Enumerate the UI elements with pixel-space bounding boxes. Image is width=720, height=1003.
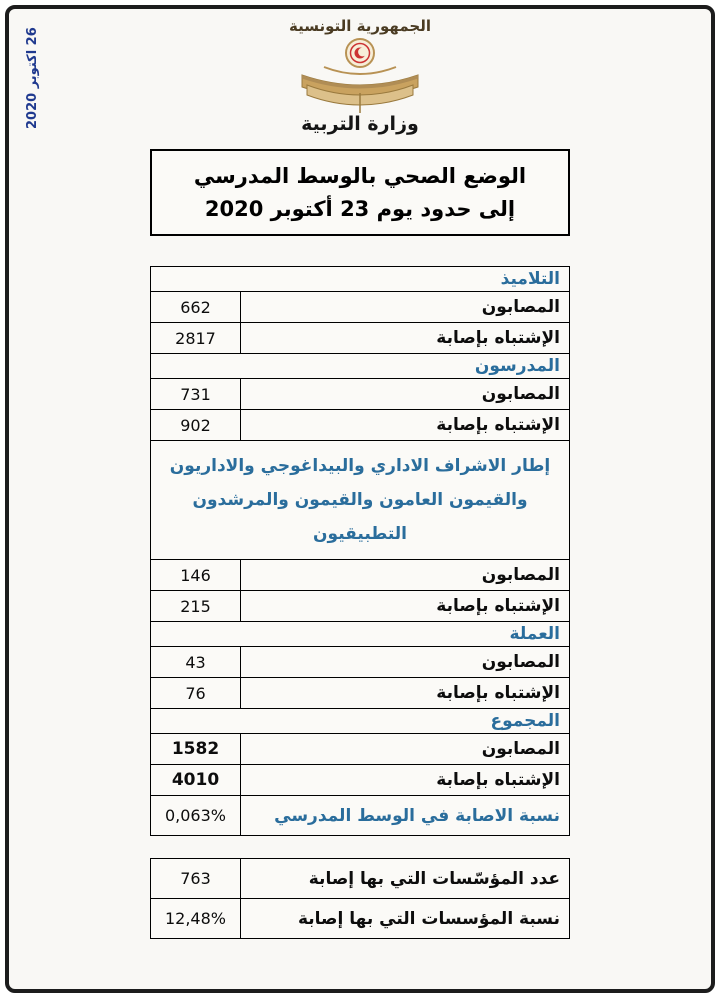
row-label: المصابون (241, 292, 570, 323)
table-row (151, 292, 570, 323)
row-label: الإشتباه بإصابة (241, 410, 570, 441)
table-row (151, 859, 570, 899)
section-header-workers: العملة (151, 622, 570, 647)
row-value: 4010 (151, 765, 241, 796)
row-value: 43 (151, 647, 241, 678)
table-row (151, 647, 570, 678)
table-section-row (151, 709, 570, 734)
health-stats-table (150, 266, 570, 836)
row-label: عدد المؤسّسات التي بها إصابة (241, 859, 570, 899)
title-line-1: الوضع الصحي بالوسط المدرسي (193, 164, 527, 188)
table-section-row (151, 622, 570, 647)
table-row-rate (151, 796, 570, 836)
table-row (151, 560, 570, 591)
row-value: 2817 (151, 323, 241, 354)
table-section-row (151, 441, 570, 560)
ministry-emblem-icon (294, 35, 426, 117)
date-stamp: 26 اكتوبر 2020 (25, 27, 40, 129)
section-header-admin-staff: إطار الاشراف الاداري والبيداغوجي والاداريون والقيمون العامون والقيمون والمرشدون التطبيقيون (151, 441, 570, 560)
table-row (151, 410, 570, 441)
row-value: 763 (151, 859, 241, 899)
document-title (150, 149, 570, 236)
section-header-teachers: المدرسون (151, 354, 570, 379)
row-value: 731 (151, 379, 241, 410)
row-value: 215 (151, 591, 241, 622)
ministry-logo (230, 17, 490, 135)
table-row (151, 591, 570, 622)
row-value: 662 (151, 292, 241, 323)
section-header-students: التلاميذ (151, 267, 570, 292)
table-section-row (151, 267, 570, 292)
table-row-total (151, 765, 570, 796)
row-value: 0,063% (151, 796, 241, 836)
document-page (5, 5, 715, 993)
row-label: المصابون (241, 379, 570, 410)
row-value: 12,48% (151, 899, 241, 939)
row-label: الإشتباه بإصابة (241, 765, 570, 796)
row-label: نسبة الاصابة في الوسط المدرسي (241, 796, 570, 836)
section-header-total: المجموع (151, 709, 570, 734)
row-label: المصابون (241, 647, 570, 678)
table-row-total (151, 734, 570, 765)
republic-calligraphy: الجمهورية التونسية (289, 17, 431, 35)
table-row (151, 678, 570, 709)
table-row (151, 899, 570, 939)
row-value: 902 (151, 410, 241, 441)
row-label: المصابون (241, 560, 570, 591)
ministry-calligraphy: وزارة التربية (301, 113, 419, 135)
row-value: 1582 (151, 734, 241, 765)
table-row (151, 379, 570, 410)
row-label: الإشتباه بإصابة (241, 323, 570, 354)
row-value: 76 (151, 678, 241, 709)
title-line-2: إلى حدود يوم 23 أكتوبر 2020 (204, 196, 516, 221)
institutions-table (150, 858, 570, 939)
row-label: نسبة المؤسسات التي بها إصابة (241, 899, 570, 939)
row-label: الإشتباه بإصابة (241, 591, 570, 622)
table-section-row (151, 354, 570, 379)
row-label: المصابون (241, 734, 570, 765)
row-value: 146 (151, 560, 241, 591)
table-row (151, 323, 570, 354)
row-label: الإشتباه بإصابة (241, 678, 570, 709)
